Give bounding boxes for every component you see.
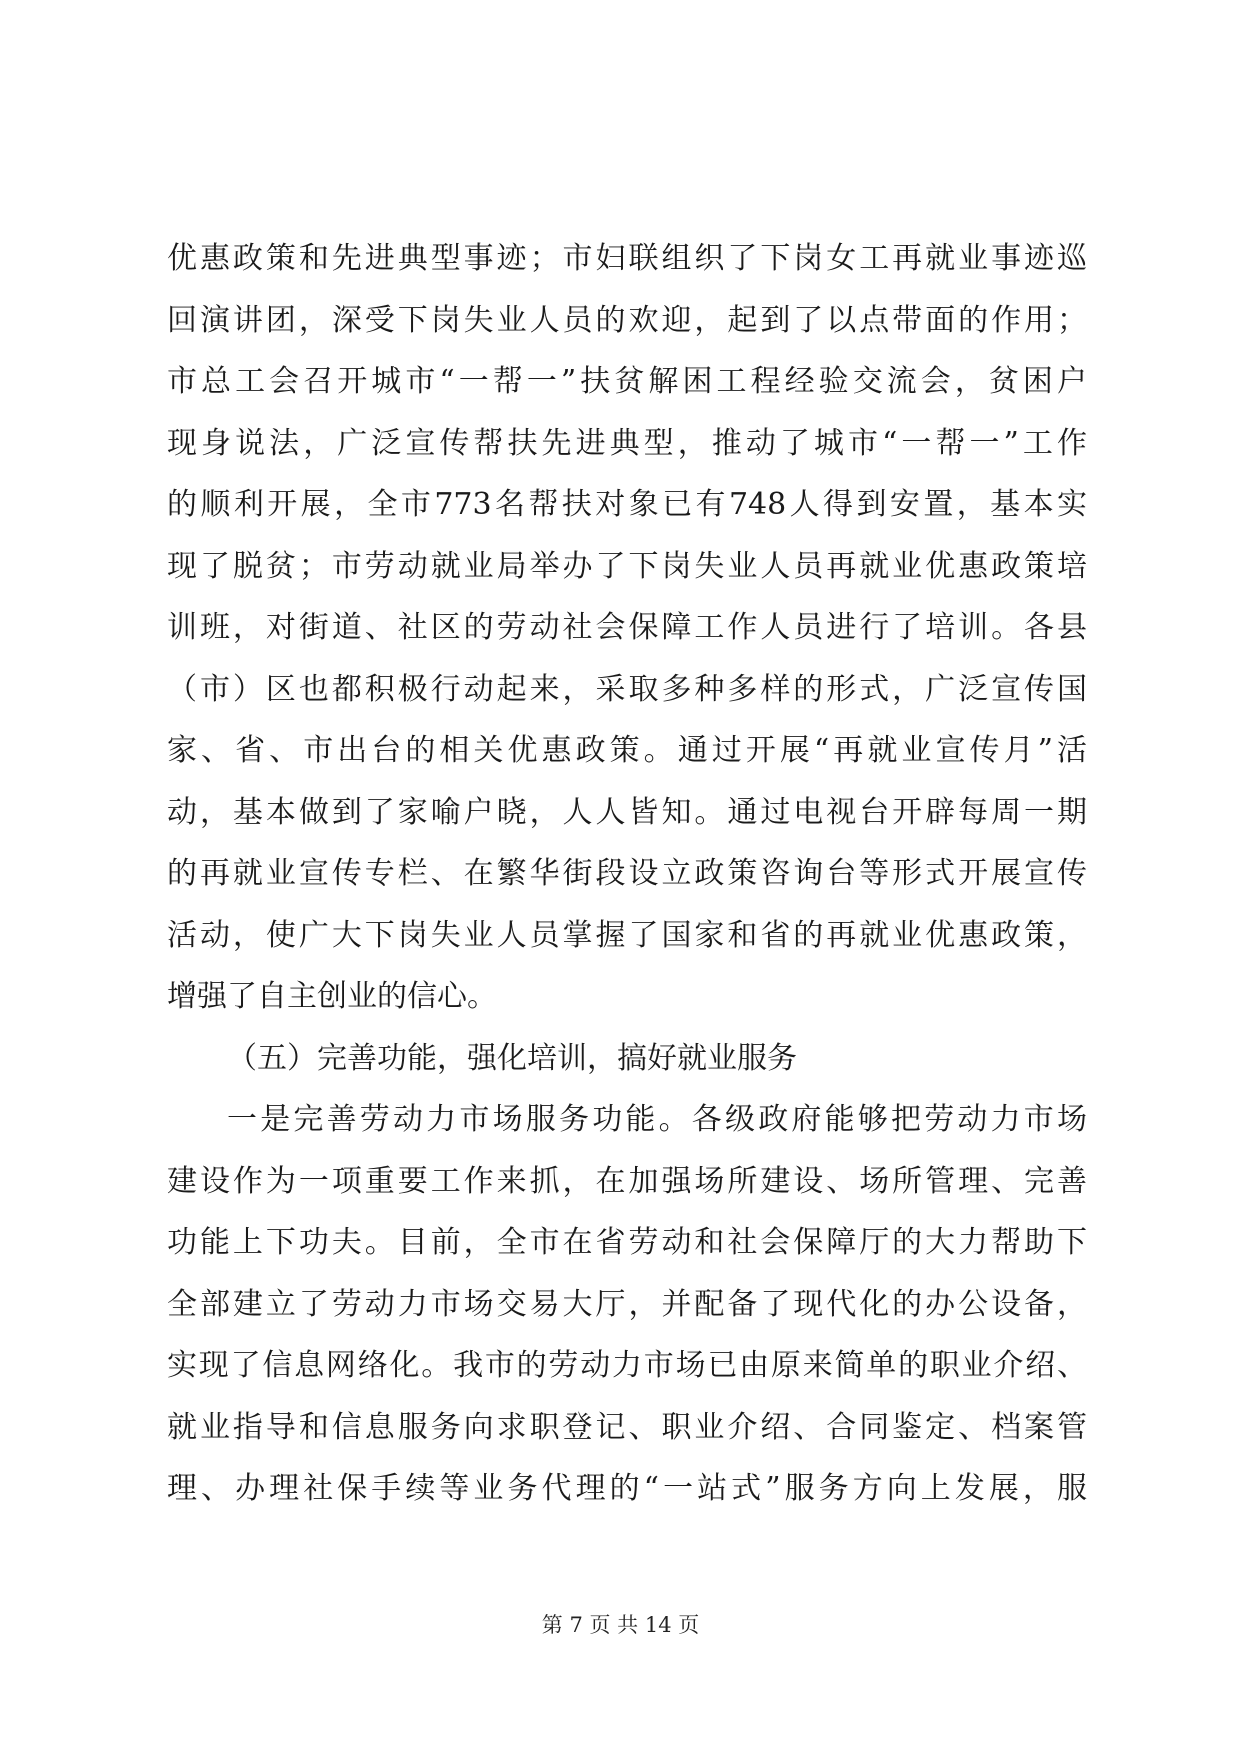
text-line: 建设作为一项重要工作来抓，在加强场所建设、场所管理、完善: [167, 1163, 1087, 1199]
text-line: 回演讲团，深受下岗失业人员的欢迎，起到了以点带面的作用；: [167, 302, 1087, 338]
text-line: 实现了信息网络化。我市的劳动力市场已由原来简单的职业介绍、: [167, 1348, 1087, 1383]
text-line: 就业指导和信息服务向求职登记、职业介绍、合同鉴定、档案管: [167, 1409, 1087, 1445]
text-line: 的顺利开展，全市773名帮扶对象已有748人得到安置，基本实: [167, 487, 1087, 522]
text-line: 训班，对街道、社区的劳动社会保障工作人员进行了培训。各县: [167, 610, 1087, 645]
text-line: 家、省、市出台的相关优惠政策。通过开展“再就业宣传月”活: [167, 733, 1087, 768]
text-line: （市）区也都积极行动起来，采取多种多样的形式，广泛宣传国: [167, 671, 1087, 707]
text-line: 增强了自主创业的信心。: [167, 979, 497, 1014]
page-number-footer: 第 7 页 共 14 页: [541, 1613, 700, 1637]
text-line: 市总工会召开城市“一帮一”扶贫解困工程经验交流会，贫困户: [167, 364, 1087, 399]
text-line: 优惠政策和先进典型事迹；市妇联组织了下岗女工再就业事迹巡: [167, 241, 1087, 276]
text-line: 一是完善劳动力市场服务功能。各级政府能够把劳动力市场: [227, 1102, 1087, 1137]
text-line: 功能上下功夫。目前，全市在省劳动和社会保障厅的大力帮助下: [167, 1225, 1087, 1260]
body-text: [167, 228, 1087, 1520]
section-heading: （五）完善功能，强化培训，搞好就业服务: [227, 1040, 797, 1076]
text-line: 的再就业宣传专栏、在繁华街段设立政策咨询台等形式开展宣传: [167, 856, 1087, 891]
text-line: 现身说法，广泛宣传帮扶先进典型，推动了城市“一帮一”工作: [167, 425, 1087, 461]
text-line: 动，基本做到了家喻户晓，人人皆知。通过电视台开辟每周一期: [167, 794, 1087, 830]
text-line: 全部建立了劳动力市场交易大厅，并配备了现代化的办公设备，: [167, 1286, 1087, 1322]
text-line: 理、办理社保手续等业务代理的“一站式”服务方向上发展，服: [167, 1471, 1087, 1506]
text-line: 现了脱贫；市劳动就业局举办了下岗失业人员再就业优惠政策培: [167, 548, 1087, 584]
text-line: 活动，使广大下岗失业人员掌握了国家和省的再就业优惠政策，: [167, 917, 1087, 953]
